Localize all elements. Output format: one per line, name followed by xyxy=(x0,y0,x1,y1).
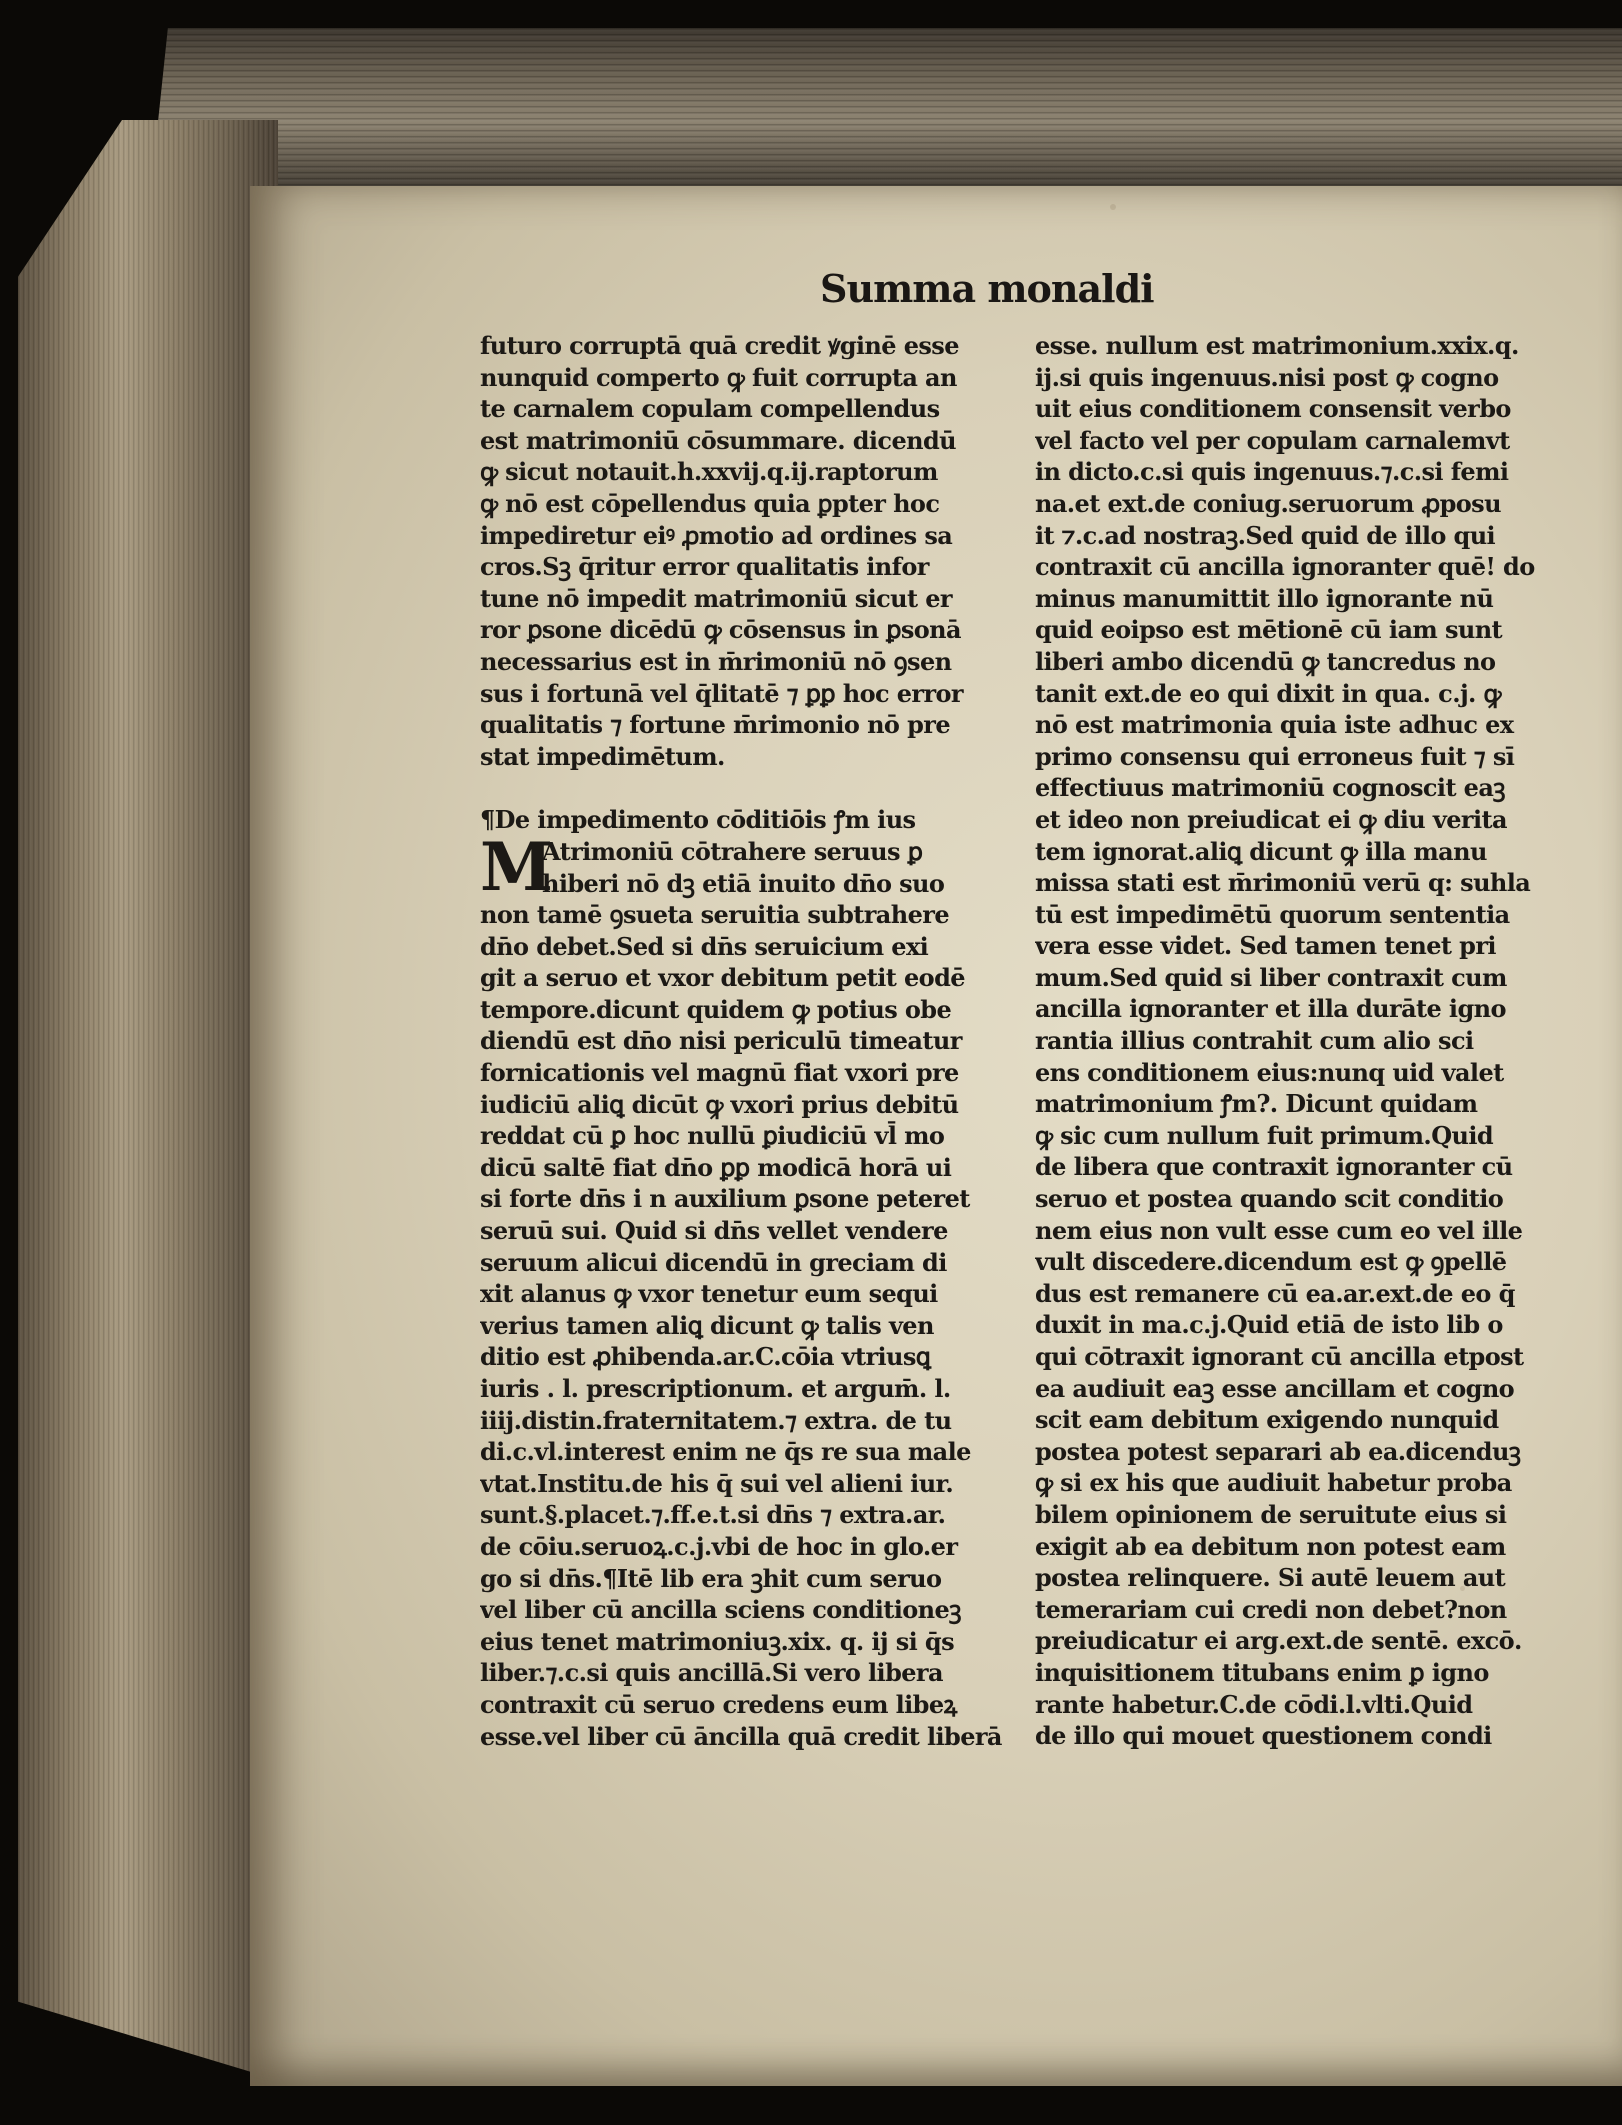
text-line: de illo qui mouet questionem condi xyxy=(1035,1721,1492,1751)
text-line: iuris . l. prescriptionum. et argum̄. l. xyxy=(480,1374,951,1403)
text-line: preiudicatur ei arg.ext.de sentē. excō. xyxy=(1035,1626,1522,1656)
text-line: bilem opinionem de seruitute eius si xyxy=(1035,1499,1507,1529)
text-line: postea potest separari ab ea.dicenduꝫ xyxy=(1035,1436,1521,1466)
text-line: si forte dn̄s i n auxilium ꝑsone peteret xyxy=(480,1184,970,1214)
text-line: di.c.vl.interest enim ne q̄s re sua male xyxy=(480,1437,971,1467)
section-heading: ¶De impedimento cōditiōis ꝭm ius xyxy=(480,805,916,835)
text-line: diendū est dn̄o nisi periculū timeatur xyxy=(480,1026,962,1056)
text-line: liber.⁊.c.si quis ancillā.Si vero libera xyxy=(480,1658,943,1688)
text-line: ij.si quis ingenuus.nisi post ꝙ cogno xyxy=(1035,362,1499,392)
text-line: ens conditionem eius:nunq uid valet xyxy=(1035,1057,1504,1087)
text-line: et ideo non preiudicat ei ꝙ diu verita xyxy=(1035,804,1507,834)
text-line: ditio est ꝓhibenda.ar.C.cōia vtriusꝗ xyxy=(480,1342,931,1372)
text-line: te carnalem copulam compellendus xyxy=(480,394,940,424)
text-line: mum.Sed quid si liber contraxit cum xyxy=(1035,962,1507,992)
left-column xyxy=(480,330,1020,1752)
text-line: dus est remanere cū ea.ar.ext.de eo q̄ xyxy=(1035,1278,1515,1308)
text-line: vel liber cū ancilla sciens conditioneꝫ xyxy=(480,1595,961,1625)
text-line: matrimonium ꝭm?. Dicunt quidam xyxy=(1035,1089,1478,1119)
text-line: postea relinquere. Si autē leuem aut xyxy=(1035,1563,1506,1593)
text-line: impediretur eiꝰ ꝓmotio ad ordines sa xyxy=(480,520,953,550)
text-line: tū est impedimētū quorum sententia xyxy=(1035,899,1510,929)
text-line: fornicationis vel magnū fiat vxori pre xyxy=(480,1058,959,1088)
text-line: uit eius conditionem consensit verbo xyxy=(1035,394,1511,424)
text-line: vult discedere.dicendum est ꝙ ꝯpellē xyxy=(1035,1247,1507,1277)
text-line: de cōiu.seruoꝝ.c.j.vbi de hoc in glo.er xyxy=(480,1531,958,1561)
text-line: inquisitionem titubans enim ꝑ igno xyxy=(1035,1657,1489,1687)
text-line: nunquid comperto ꝙ fuit corrupta an xyxy=(480,362,957,392)
text-line: ror ꝑsone dicēdū ꝙ cōsensus in ꝑsonā xyxy=(480,615,961,645)
text-line: seruo et postea quando scit conditio xyxy=(1035,1184,1504,1214)
text-line: iiij.distin.fraternitatem.⁊ extra. de tu xyxy=(480,1405,952,1435)
text-line: tanit ext.de eo qui dixit in qua. c.j. ꝙ xyxy=(1035,678,1501,708)
text-line: ꝙ nō est cōpellendus quia ꝑpter hoc xyxy=(480,488,940,518)
text-line: tempore.dicunt quidem ꝙ potius obe xyxy=(480,994,952,1024)
text-line: in dicto.c.si quis ingenuus.⁊.c.si femi xyxy=(1035,457,1509,487)
text-line: rante habetur.C.de cōdi.l.vlti.Quid xyxy=(1035,1689,1473,1719)
text-line: eius tenet matrimoniuꝫ.xix. q. ij si q̄s xyxy=(480,1626,955,1656)
text-line: verius tamen aliꝗ dicunt ꝙ talis ven xyxy=(480,1310,934,1340)
text-line: contraxit cū ancilla ignoranter quē! do xyxy=(1035,552,1535,582)
text-line: seruū sui. Quid si dn̄s vellet vendere xyxy=(480,1216,948,1246)
text-line: Atrimoniū cōtrahere seruus ꝑ xyxy=(542,836,923,866)
text-line: nō est matrimonia quia iste adhuc ex xyxy=(1035,710,1514,740)
text-line: stat impedimētum. xyxy=(480,741,725,771)
text-line: exigit ab ea debitum non potest eam xyxy=(1035,1531,1506,1561)
text-line: vtat.Institu.de his q̄ sui vel alieni iur. xyxy=(480,1468,954,1498)
text-line: ꝙ si ex his que audiuit habetur proba xyxy=(1035,1468,1512,1498)
text-line: minus manumittit illo ignorante nū xyxy=(1035,583,1494,613)
text-line: liberi ambo dicendū ꝙ tancredus no xyxy=(1035,646,1496,676)
text-line: missa stati est m̄rimoniū verū q: suhla xyxy=(1035,868,1531,898)
text-line: sus i fortunā vel q̄litatē ⁊ ꝑꝑ hoc error xyxy=(480,678,963,708)
text-line: ea audiuit eaꝫ esse ancillam et cogno xyxy=(1035,1373,1515,1403)
drop-cap-initial: M xyxy=(480,827,553,906)
text-line: temerariam cui credi non debet?non xyxy=(1035,1594,1507,1624)
right-column xyxy=(1035,330,1622,1752)
text-line: ꝙ sic cum nullum fuit primum.Quid xyxy=(1035,1120,1494,1150)
text-line: sunt.§.placet.⁊.ff.e.t.si dn̄s ⁊ extra.ar. xyxy=(480,1500,946,1530)
text-line: est matrimoniū cōsummare. dicendū xyxy=(480,425,956,455)
text-line: de libera que contraxit ignoranter cū xyxy=(1035,1152,1513,1182)
text-line: effectiuus matrimoniū cognoscit eaꝫ xyxy=(1035,773,1505,803)
text-line: ancilla ignoranter et illa durāte igno xyxy=(1035,994,1506,1024)
text-line: seruum alicui dicendū in greciam di xyxy=(480,1247,947,1277)
text-line: vel facto vel per copulam carnalemvt xyxy=(1035,425,1510,455)
text-line: dicū saltē fiat dn̄o ꝑꝑ modicā horā ui xyxy=(480,1152,952,1182)
text-line: reddat cū ꝑ hoc nullū ꝑiudiciū vl̄ mo xyxy=(480,1121,945,1151)
text-line: git a seruo et vxor debitum petit eodē xyxy=(480,963,965,993)
text-line: ꝙ sicut notauit.h.xxvij.q.ij.raptorum xyxy=(480,457,938,487)
drop-cap-block xyxy=(480,827,1020,906)
book-top-edge xyxy=(150,28,1622,198)
text-line: qui cōtraxit ignorant cū ancilla etpost xyxy=(1035,1342,1524,1371)
text-line: scit eam debitum exigendo nunquid xyxy=(1035,1405,1499,1435)
text-line: cros.Sꝫ q̄ritur error qualitatis infor xyxy=(480,552,929,582)
text-line: na.et ext.de coniug.seruorum ꝓposu xyxy=(1035,488,1501,518)
left-column-body xyxy=(480,899,1020,1752)
text-line: tune nō impedit matrimoniū sicut er xyxy=(480,583,952,613)
text-line: nem eius non vult esse cum eo vel ille xyxy=(1035,1215,1523,1245)
text-line: esse. nullum est matrimonium.xxix.q. xyxy=(1035,331,1519,360)
text-line: necessarius est in m̄rimoniū nō ꝯsen xyxy=(480,646,952,676)
text-line: qualitatis ⁊ fortune m̄rimonio nō pre xyxy=(480,710,950,740)
text-line: iudiciū aliꝗ dicūt ꝙ vxori prius debitū xyxy=(480,1089,959,1119)
text-line: dn̄o debet.Sed si dn̄s seruicium exi xyxy=(480,931,929,961)
text-line: esse.vel liber cū āncilla quā credit liberā xyxy=(480,1721,1002,1751)
running-head: Summa monaldi xyxy=(820,266,1154,311)
text-line: non tamē ꝯsueta seruitia subtrahere xyxy=(480,900,949,930)
text-line: duxit in ma.c.j.Quid etiā de isto lib o xyxy=(1035,1310,1503,1340)
paper-spot xyxy=(1110,204,1116,210)
text-line: go si dn̄s.¶Itē lib era ꝫhit cum seruo xyxy=(480,1563,942,1593)
text-line: hiberi nō dꝫ etiā inuito dn̄o suo xyxy=(542,868,945,898)
text-line: xit alanus ꝙ vxor tenetur eum sequi xyxy=(480,1279,938,1309)
text-line: contraxit cū seruo credens eum libeꝝ xyxy=(480,1689,957,1719)
paragraph-gap xyxy=(480,772,1020,786)
text-line: quid eoipso est mētionē cū iam sunt xyxy=(1035,615,1503,645)
text-line: vera esse videt. Sed tamen tenet pri xyxy=(1035,931,1496,961)
text-line: rantia illius contrahit cum alio sci xyxy=(1035,1026,1474,1056)
text-line: tem ignorat.aliꝗ dicunt ꝙ illa manu xyxy=(1035,836,1487,866)
book-page xyxy=(250,186,1622,2086)
text-line: futuro corruptā quā credit ꝟginē esse xyxy=(480,331,959,360)
text-line: it ⁊.c.ad nostraꝫ.Sed quid de illo qui xyxy=(1035,520,1496,550)
text-line: primo consensu qui erroneus fuit ⁊ sī xyxy=(1035,741,1515,771)
book-fore-edge xyxy=(18,120,278,2080)
